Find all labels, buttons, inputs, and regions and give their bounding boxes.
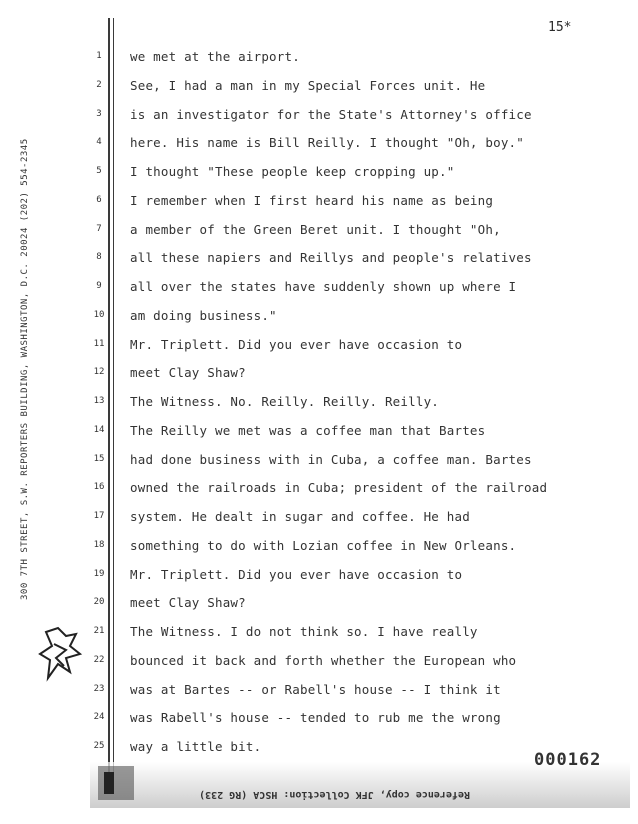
line-number: 12 (93, 367, 105, 378)
line-number: 22 (93, 654, 105, 665)
line-number: 24 (93, 712, 105, 723)
line-number: 9 (96, 281, 102, 291)
transcript-line: we met at the airport. (130, 49, 300, 64)
line-number: 18 (93, 539, 105, 550)
line-number: 8 (96, 252, 102, 263)
transcript-line: system. He dealt in sugar and coffee. He had (130, 509, 470, 524)
reporter-address: 300 7TH STREET, S.W. REPORTERS BUILDING, WASHINGTON, D.C. 20024 (202) 554-2345 (20, 138, 30, 600)
line-number: 6 (96, 194, 102, 205)
line-number: 15 (93, 453, 105, 464)
transcript-line: Mr. Triplett. Did you ever have occasion to (130, 566, 463, 582)
transcript-line: meet Clay Shaw? (130, 595, 246, 611)
transcript-line: owned the railroads in Cuba; president of the railroad (130, 480, 548, 496)
line-number: 23 (93, 683, 105, 694)
line-number: 5 (96, 166, 102, 176)
line-number: 11 (93, 338, 105, 349)
line-number: 10 (93, 309, 105, 320)
seal-stamp (36, 624, 86, 684)
line-number: 14 (93, 424, 105, 435)
transcript-line: The Witness. No. Reilly. Reilly. Reilly. (130, 394, 440, 409)
line-number: 2 (96, 79, 102, 90)
transcript-line: all over the states have suddenly shown up where I (130, 279, 517, 294)
transcript-line: See, I had a man in my Special Forces unit. He (130, 77, 486, 93)
line-number: 4 (96, 137, 102, 148)
line-number: 16 (93, 482, 105, 493)
transcript-line: was Rabell's house -- tended to rub me the wrong (130, 710, 501, 726)
transcript-line: had done business with in Cuba, a coffee man. Bartes (130, 451, 532, 467)
transcript-line: bounced it back and forth whether the European who (130, 652, 517, 668)
line-number: 19 (93, 568, 105, 579)
transcript-line: a member of the Green Beret unit. I thought "Oh, (130, 221, 501, 237)
stamp-mark (96, 760, 140, 804)
transcript-line: I remember when I first heard his name as being (130, 192, 494, 208)
line-number: 3 (96, 108, 102, 119)
line-number: 20 (93, 597, 105, 608)
transcript-line: all these napiers and Reillys and people's relatives (130, 250, 532, 266)
line-number: 13 (93, 396, 105, 406)
footer-reference: Reference copy, JFK Collection: HSCA (RG 233) (199, 789, 470, 800)
line-number: 7 (96, 223, 102, 234)
line-number: 17 (93, 511, 105, 521)
line-number: 1 (96, 51, 102, 61)
transcript-line: is an investigator for the State's Attorney's office (130, 106, 532, 122)
line-number: 25 (93, 741, 105, 751)
transcript-line: was at Bartes -- or Rabell's house -- I think it (130, 681, 501, 697)
transcript-line: am doing business." (130, 307, 277, 323)
transcript-line: I thought "These people keep cropping up." (130, 164, 455, 179)
line-number: 21 (93, 626, 105, 636)
document-id: 000162 (534, 750, 602, 770)
transcript-line: way a little bit. (130, 739, 262, 754)
transcript-line: meet Clay Shaw? (130, 365, 246, 381)
transcript-line: The Witness. I do not think so. I have really (130, 624, 478, 639)
transcript-line: something to do with Lozian coffee in New Orleans. (130, 537, 517, 553)
transcript-line: Mr. Triplett. Did you ever have occasion to (130, 336, 463, 352)
transcript-line: here. His name is Bill Reilly. I thought "Oh, boy." (130, 135, 525, 151)
transcript-line: The Reilly we met was a coffee man that Bartes (130, 422, 486, 438)
page-number: 15* (548, 20, 572, 35)
